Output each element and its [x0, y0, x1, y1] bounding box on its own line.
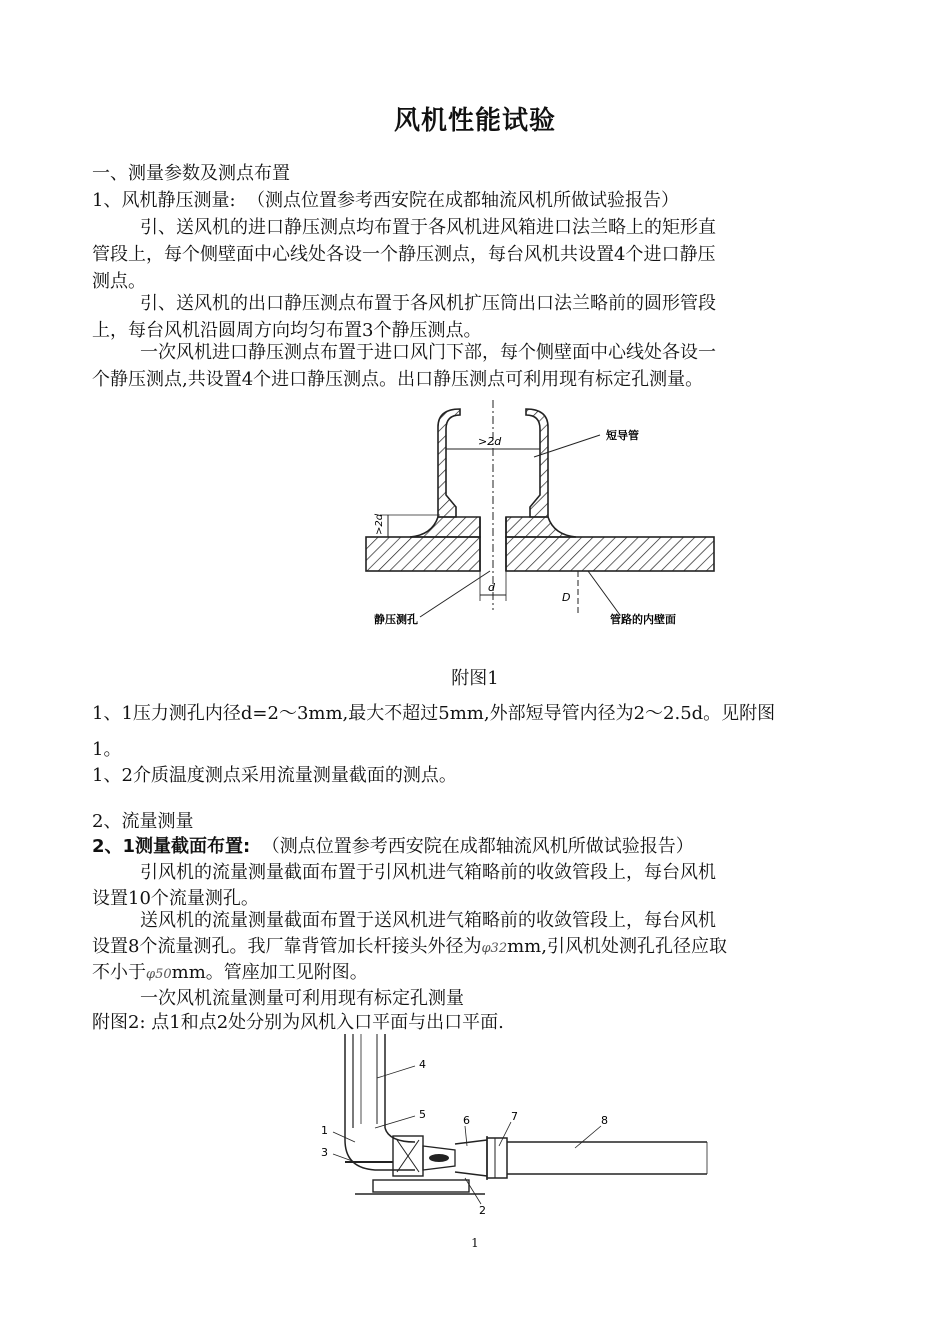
flow-para2-text-d: mm。管座加工见附图。	[171, 962, 368, 983]
dim-d: d	[488, 581, 495, 594]
page-title: 风机性能试验	[393, 106, 556, 136]
dim-2d-top: >2d	[478, 435, 502, 448]
flow-para2-text-c: 不小于	[92, 962, 146, 983]
para1-line2: 管段上，每个侧壁面中心线处各设一个静压测点，每台风机共设置4个进口静压	[92, 244, 716, 265]
sub1-heading	[92, 187, 862, 215]
dim-D: D	[562, 591, 571, 604]
fig2-label-3: 3	[321, 1146, 328, 1159]
para3-line1: 一次风机进口静压测点布置于进口风门下部，每个侧壁面中心线处各设一	[140, 342, 716, 363]
figure1-pressure-tap-diagram	[350, 395, 730, 635]
fig2-label-2: 2	[479, 1204, 486, 1217]
phi32-symbol: φ32	[481, 941, 508, 956]
para2-line2: 上，每台风机沿圆周方向均匀布置3个静压测点。	[92, 320, 482, 341]
note1-line1: 1、1压力测孔内径d=2～3mm,最大不超过5mm,外部短导管内径为2～2.5d。见附图	[92, 703, 776, 724]
flow-para2-text-b: mm,引风机处测孔孔径应取	[507, 936, 727, 957]
fig2-label-5: 5	[419, 1108, 426, 1121]
para3-line2: 个静压测点,共设置4个进口静压测点。出口静压测点可利用现有标定孔测量。	[92, 369, 704, 390]
note2: 1、2介质温度测点采用流量测量截面的测点。	[92, 765, 457, 786]
para2-line1: 引、送风机的出口静压测点布置于各风机扩压筒出口法兰略前的圆形管段	[140, 293, 716, 314]
section2-heading: 2、流量测量	[92, 811, 194, 832]
flow-para2-line1: 送风机的流量测量截面布置于送风机进气箱略前的收敛管段上，每台风机	[140, 910, 716, 931]
figure2-test-rig-diagram	[315, 1028, 715, 1218]
fig2-label-4: 4	[419, 1058, 426, 1071]
section1-heading: 一、测量参数及测点布置	[92, 163, 290, 184]
para1-line1: 引、送风机的进口静压测点均布置于各风机进风箱进口法兰略上的矩形直	[140, 217, 716, 238]
sub1-label: 1、风机静压测量:	[92, 190, 236, 211]
figure1-caption: 附图1	[451, 668, 499, 689]
section2-sub-note: （测点位置参考西安院在成都轴流风机所做试验报告）	[261, 836, 694, 857]
section2-sub-label: 2、1测量截面布置:	[92, 836, 251, 857]
note1-line2: 1。	[92, 739, 122, 760]
phi50-symbol: φ50	[146, 967, 172, 982]
label-short-tube: 短导管	[606, 429, 639, 442]
section2-sub-heading	[92, 833, 862, 861]
flow-para2-text-a: 设置8个流量测孔。我厂靠背管加长杆接头外径为	[92, 936, 482, 957]
flow-para3: 一次风机流量测量可利用现有标定孔测量	[140, 988, 464, 1009]
fig2-label-8: 8	[601, 1114, 608, 1127]
sub1-note: （测点位置参考西安院在成都轴流风机所做试验报告）	[246, 190, 679, 211]
flow-para1-line2: 设置10个流量测孔。	[92, 888, 259, 909]
page-number: 1	[471, 1236, 479, 1250]
para1-line3: 测点。	[92, 271, 146, 292]
fig2-label-1: 1	[321, 1124, 328, 1137]
label-inner-wall: 管路的内壁面	[610, 613, 676, 626]
fig2-label-6: 6	[463, 1114, 470, 1127]
fig2-label-7: 7	[511, 1110, 518, 1123]
dim-2d-left: >2d	[374, 513, 385, 535]
figure2-caption: 附图2: 点1和点2处分别为风机入口平面与出口平面.	[92, 1012, 504, 1033]
label-pressure-hole: 静压测孔	[374, 613, 418, 626]
flow-para1-line1: 引风机的流量测量截面布置于引风机进气箱略前的收敛管段上，每台风机	[140, 862, 716, 883]
